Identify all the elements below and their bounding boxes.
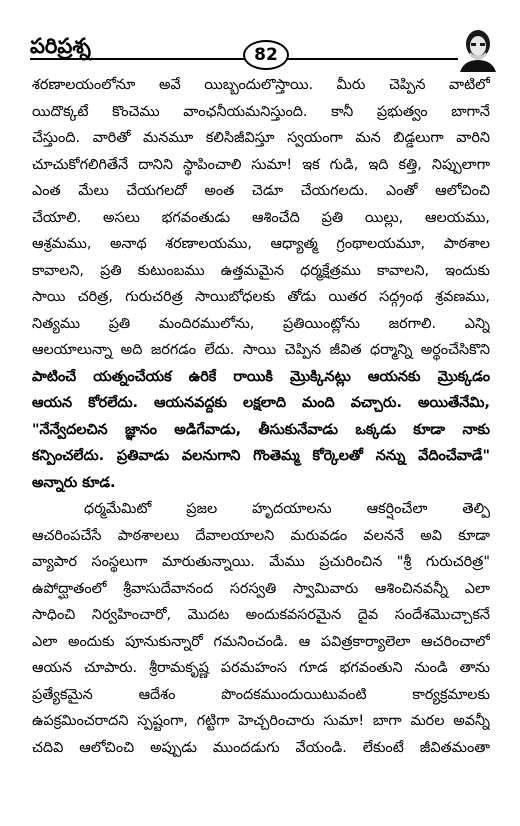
text-line: యిదొక్కటే కొంచెము వాంఛనీయమనిస్తుంది. కానీ ప్రభుత్వం బాగానే (32, 103, 490, 120)
text-line: వ్యాపార సంస్థలుగా మారుతున్నాయి. మేము ప్రచురించిన "శ్రీ గురుచరిత్ర" (32, 554, 490, 570)
text-line: అన్నారు కూడ. (32, 474, 116, 491)
text-line: ఉపోద్ఘాతంలో శ్రీవాసుదేవానంద సరస్వతి స్వామివారు ఆశించినవన్నీ ఎలా (32, 580, 490, 597)
text-line: ప్రత్యేకమైన ఆదేశం పొందకముందుయిటువంటి కార్యక్రమాలకు (32, 686, 490, 703)
text-line: పాటించే యత్నంచేయక ఉరికే రాయికి మ్రొక్కినట్లు ఆయనకు మ్రొక్కడం (32, 368, 490, 385)
text-line: ఉపక్రమించరాదని స్పష్టంగా, గట్టిగా హెచ్చరించారు సుమా! బాగా మరల అవన్నీ (32, 713, 490, 729)
text-line: "నేన్వేదలచిన జ్ఞానం అడిగేవాడు, తీసుకునేవాడు ఒక్కడు కూడా నాకు (32, 421, 490, 438)
portrait-icon (458, 26, 498, 72)
page-number: 82 (243, 40, 289, 70)
text-line: చూచుకోగలిగితేనే దానిని స్థాపించాలి సుమా! ఇక గుడి, ఇది కత్తి, నిప్పులాగా (32, 156, 490, 173)
text-line: చేస్తుంది. వారితో మనమూ కలిసిజీవిస్తూ స్వయంగా మన బిడ్డలుగా వారిని (32, 130, 490, 146)
text-line: ఆయన చూపారు. శ్రీరామకృష్ణ పరమహంస గూడ భగవంతుని నుండి తాను (32, 660, 490, 676)
text-line: కావాలని, ప్రతి కుటుంబము ఉత్తమమైన ధర్మక్షేత్రము కావాలని, ఇందుకు (32, 262, 490, 279)
page-header (0, 0, 520, 70)
text-line: చేయాలి. అసలు భగవంతుడు ఆశించేది ప్రతి యిల్లు, ఆలయము, (32, 209, 490, 226)
text-line: ధర్మమేమిటో ప్రజల హృదయాలను ఆకర్షించేలా తెల్పి (84, 501, 490, 517)
paragraph (32, 496, 490, 761)
text-line: ఆచరింపచేసే పాఠశాలలు దేవాలయాలని మరువడం వలననే అవి కూడా (32, 527, 490, 544)
text-line: ఎలా అందుకు పూనుకున్నారో గమనించండి. ఆ పవిత్రకార్యాలెలా ఆచరించాలో (32, 633, 490, 650)
text-line: నిత్యము ప్రతి మందిరములోను, ప్రతియింట్లోను జరగాలి. ఎన్ని (32, 315, 490, 332)
section-title: పరిప్రశ్న (30, 34, 91, 58)
text-line: ఆలయాలున్నా అది జరగడం లేదు. సాయి చెప్పిన జీవిత ధర్మాన్ని అర్థంచేసికొని (32, 342, 490, 358)
text-line: ఆశ్రమము, అనాథ శరణాలయము, ఆధ్యాత్మ గ్రంథాలయమూ, పాఠశాల (32, 236, 490, 252)
text-line: సాధించి నిర్వహించారో, మొదట అందుకవసరమైన దైవ సందేశమొచ్చాకనే (32, 607, 490, 623)
text-line: శరణాలయంలోనూ అవే యిబ్బందులొస్తాయి. మీరు చెప్పిన వాటిలో (32, 77, 490, 93)
text-line: ఆయన కోరలేదు. ఆయనవద్దకు లక్షలాది మంది వచ్చారు. అయితేనేమి, (32, 395, 490, 411)
text-line: చదివి ఆలోచించి అప్పుడు ముందడుగు వేయండి. లేకుంటే జీవితమంతా (32, 739, 490, 756)
body-text (32, 72, 490, 761)
text-line: సాయి చరిత్ర, గురుచరిత్ర సాయిబోధలకు తోడు యితర సద్గ్రంథ శ్రవణము, (32, 289, 490, 305)
text-line: ఎంత మేలు చేయగలదో అంత చెడూ చేయగలదు. ఎంతో ఆలోచించి (32, 183, 490, 199)
text-line: కన్పించలేదు. ప్రతివాడు వలనుగాని గొంతెమ్మ కోర్కెలతో నన్ను వేదించేవాడే" (32, 448, 490, 464)
paragraph (32, 72, 490, 496)
